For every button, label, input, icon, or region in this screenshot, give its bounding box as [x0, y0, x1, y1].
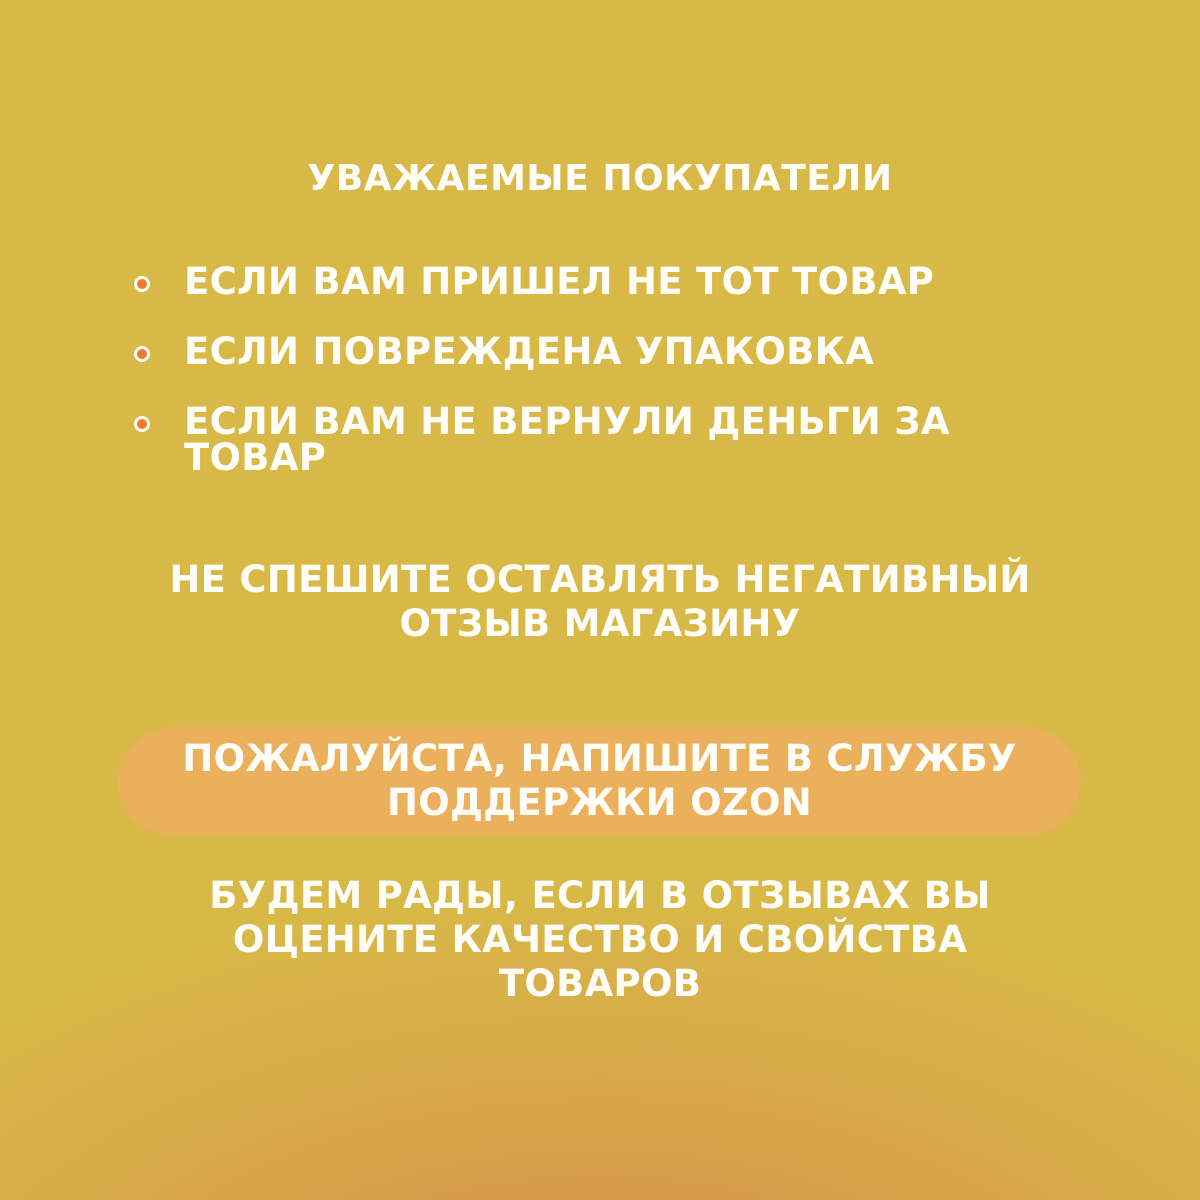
closing-message-line: ТОВАРОВ	[498, 962, 702, 1005]
bullet-text-line: ЕСЛИ ПОВРЕЖДЕНА УПАКОВКА	[184, 330, 875, 373]
page-title: УВАЖАЕМЫЕ ПОКУПАТЕЛИ	[307, 158, 893, 199]
warning-message	[0, 558, 1200, 646]
closing-message	[0, 874, 1200, 1006]
warning-message-line: ОТЗЫВ МАГАЗИНУ	[399, 602, 801, 645]
support-callout	[118, 727, 1081, 835]
bullet-text-line: ТОВАР	[184, 436, 327, 479]
closing-message-line: ОЦЕНИТЕ КАЧЕСТВО И СВОЙСТВА	[232, 918, 968, 961]
bullet-dot-icon	[134, 276, 150, 292]
bullet-item	[128, 260, 1028, 303]
bullet-text-line: ЕСЛИ ВАМ НЕ ВЕРНУЛИ ДЕНЬГИ ЗА	[184, 400, 950, 443]
support-callout-text	[182, 737, 1016, 825]
bullet-item	[128, 400, 1028, 479]
bullet-dot-icon	[134, 416, 150, 432]
bullet-item	[128, 330, 1028, 373]
support-callout-line: ПОЖАЛУЙСТА, НАПИШИТЕ В СЛУЖБУ	[182, 737, 1017, 780]
warning-message-line: НЕ СПЕШИТЕ ОСТАВЛЯТЬ НЕГАТИВНЫЙ	[169, 558, 1031, 601]
bullet-list	[128, 260, 1028, 479]
bullet-dot-icon	[134, 346, 150, 362]
support-callout-line: ПОДДЕРЖКИ OZON	[386, 781, 812, 824]
closing-message-line: БУДЕМ РАДЫ, ЕСЛИ В ОТЗЫВАХ ВЫ	[209, 874, 991, 917]
bullet-text-line: ЕСЛИ ВАМ ПРИШЕЛ НЕ ТОТ ТОВАР	[184, 260, 935, 303]
